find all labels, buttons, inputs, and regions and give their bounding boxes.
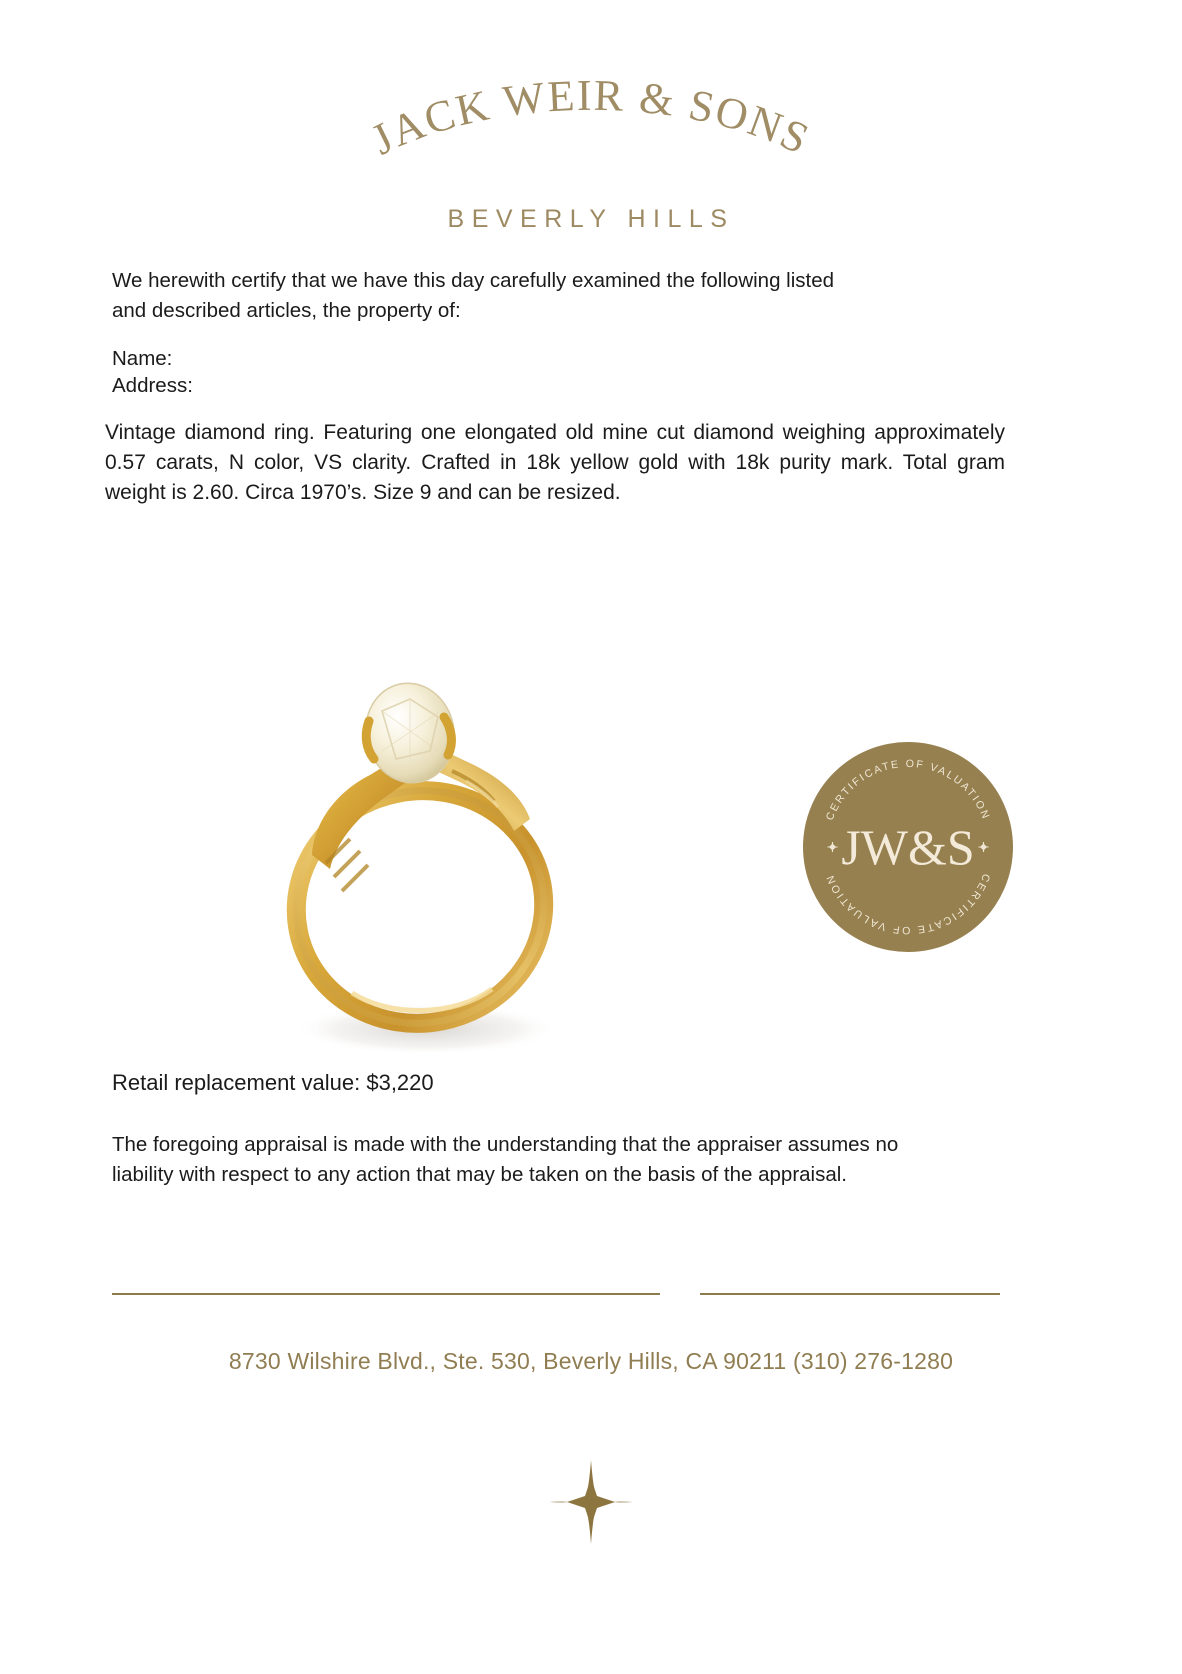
four-point-star-icon (541, 1452, 641, 1552)
name-field-label: Name: (112, 347, 173, 370)
seal-arc-top-text: CERTIFICATE OF VALUATION (823, 757, 993, 823)
footer-address-text: 8730 Wilshire Blvd., Ste. 530, Beverly Hills, CA 90211 (310) 276-1280 (228, 1348, 954, 1374)
ring-photograph (230, 625, 630, 1085)
signature-line-right (700, 1293, 1000, 1295)
appraisal-disclaimer: The foregoing appraisal is made with the understanding that the appraiser assumes no liability with respect to any action that may be taken on the basis of the appraisal. (112, 1133, 899, 1186)
brand-name-text: JACK WEIR & SONS (363, 78, 818, 165)
retail-replacement-value: Retail replacement value: $3,220 (112, 1070, 434, 1095)
seal-arc-bottom-text: CERTIFICATE OF VALUATION (823, 871, 993, 937)
seal-monogram-text: JW&S (841, 819, 975, 875)
item-description: Vintage diamond ring. Featuring one elongated old mine cut diamond weighing approximately 0.57 carats, N color, VS clarity. Crafted in 18k yellow gold with 18k purity mark. Total gram weight is 2.60. Circa 1970’s. Size 9 and can be resized. (105, 421, 1005, 504)
signature-line-left (112, 1293, 660, 1295)
address-field-label: Address: (112, 374, 193, 397)
certificate-of-valuation-seal (803, 742, 1013, 952)
brand-header (0, 78, 1182, 248)
brand-location-text: BEVERLY HILLS (447, 205, 735, 233)
certification-statement: We herewith certify that we have this day carefully examined the following listed and described articles, the property of: (112, 269, 835, 322)
svg-text:JACK WEIR & SONS (364, 78, 818, 164)
